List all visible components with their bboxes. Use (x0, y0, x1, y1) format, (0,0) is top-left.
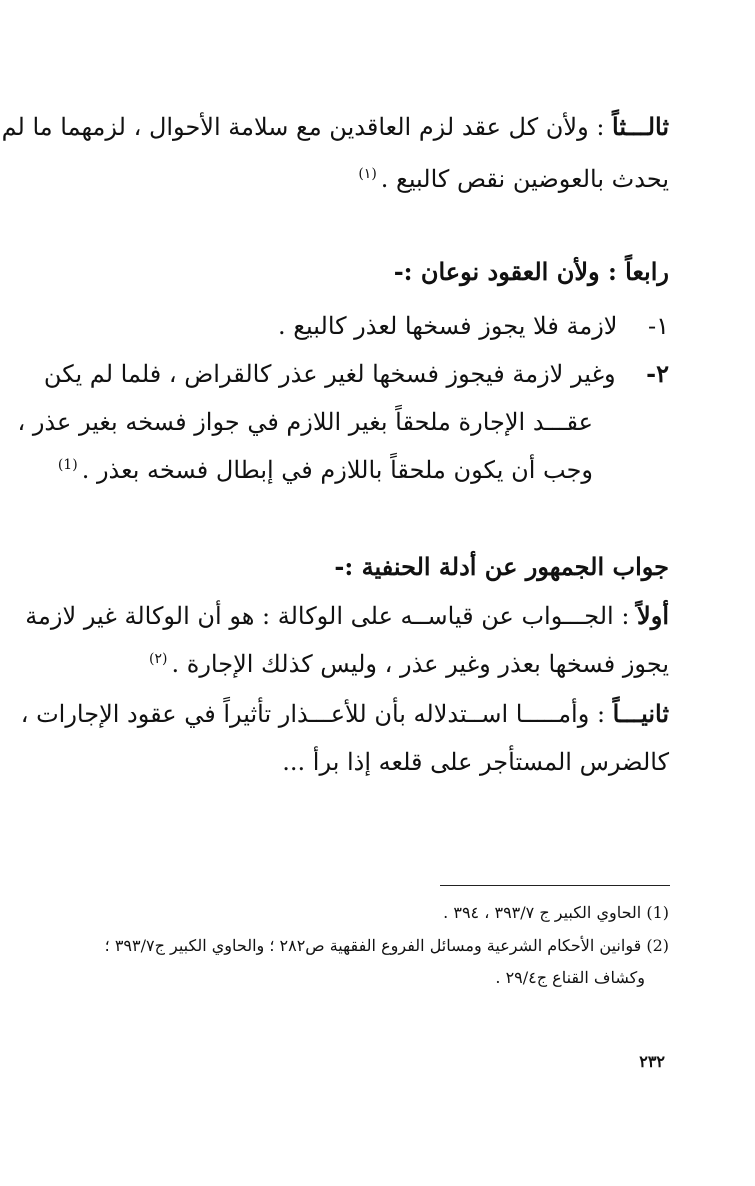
list-item-2-line-3 (58, 453, 593, 487)
footnote-ref: (١) (358, 166, 377, 182)
text: : وأمـــــا اســتدلاله بأن للأعـــذار تأثيراً في عقود الإجارات ، (20, 700, 606, 728)
para-first-line-2 (149, 647, 669, 681)
page-number: ٢٣٢ (639, 1052, 665, 1071)
text: يحدث بالعوضين نقص كالبيع . (380, 165, 669, 193)
para-third-line-1 (2, 110, 669, 144)
footnote-ref: (1) (57, 457, 78, 473)
list-number: ١- (648, 312, 669, 340)
footnote-ref: (٢) (149, 651, 168, 667)
list-number: ٢- (646, 359, 669, 388)
para-second-line-1 (21, 697, 669, 731)
para-first-line-1 (25, 599, 669, 633)
footnote-2-line-2: وكشاف القناع ج٢٩/٤ . (495, 968, 645, 987)
list-text: وغير لازمة فيجوز فسخها لغير عذر كالقراض ، فلما لم يكن (43, 360, 616, 388)
label-third: ثالـــثاً (612, 112, 669, 141)
heading-response: جواب الجمهور عن أدلة الحنفية :- (334, 552, 669, 581)
text: يجوز فسخها بعذر وغير عذر ، وليس كذلك الإجارة . (171, 650, 669, 678)
list-text: لازمة فلا يجوز فسخها لعذر كالبيع . (277, 312, 618, 340)
para-third-line-2 (358, 162, 669, 196)
text: : الجـــواب عن قياســه على الوكالة : هو أن الوكالة غير لازمة (25, 602, 630, 630)
label-second: ثانيـــاً (612, 699, 669, 728)
footnote-2-line-1: (2) قوانين الأحكام الشرعية ومسائل الفروع الفقهية ص٢٨٢ ؛ والحاوي الكبير ج٣٩٣/٧ ؛ (104, 936, 669, 955)
list-item-2-line-1 (44, 357, 669, 391)
list-item-2-line-2: عقـــد الإجارة ملحقاً بغير اللازم في جواز فسخه بغير عذر ، (17, 408, 593, 436)
para-second-line-2: كالضرس المستأجر على قلعه إذا برأ ... (282, 748, 669, 776)
label-first: أولاً (637, 601, 669, 630)
text: وجب أن يكون ملحقاً باللازم في إبطال فسخه بعذر . (81, 456, 593, 484)
footnote-1: (1) الحاوي الكبير ج ٣٩٣/٧ ، ٣٩٤ . (443, 903, 669, 922)
heading-fourth: رابعاً : ولأن العقود نوعان :- (393, 257, 669, 286)
list-item-1 (278, 309, 669, 343)
text: : ولأن كل عقد لزم العاقدين مع سلامة الأحوال ، لزمهما ما لم (1, 113, 605, 141)
footnote-divider (440, 885, 670, 886)
